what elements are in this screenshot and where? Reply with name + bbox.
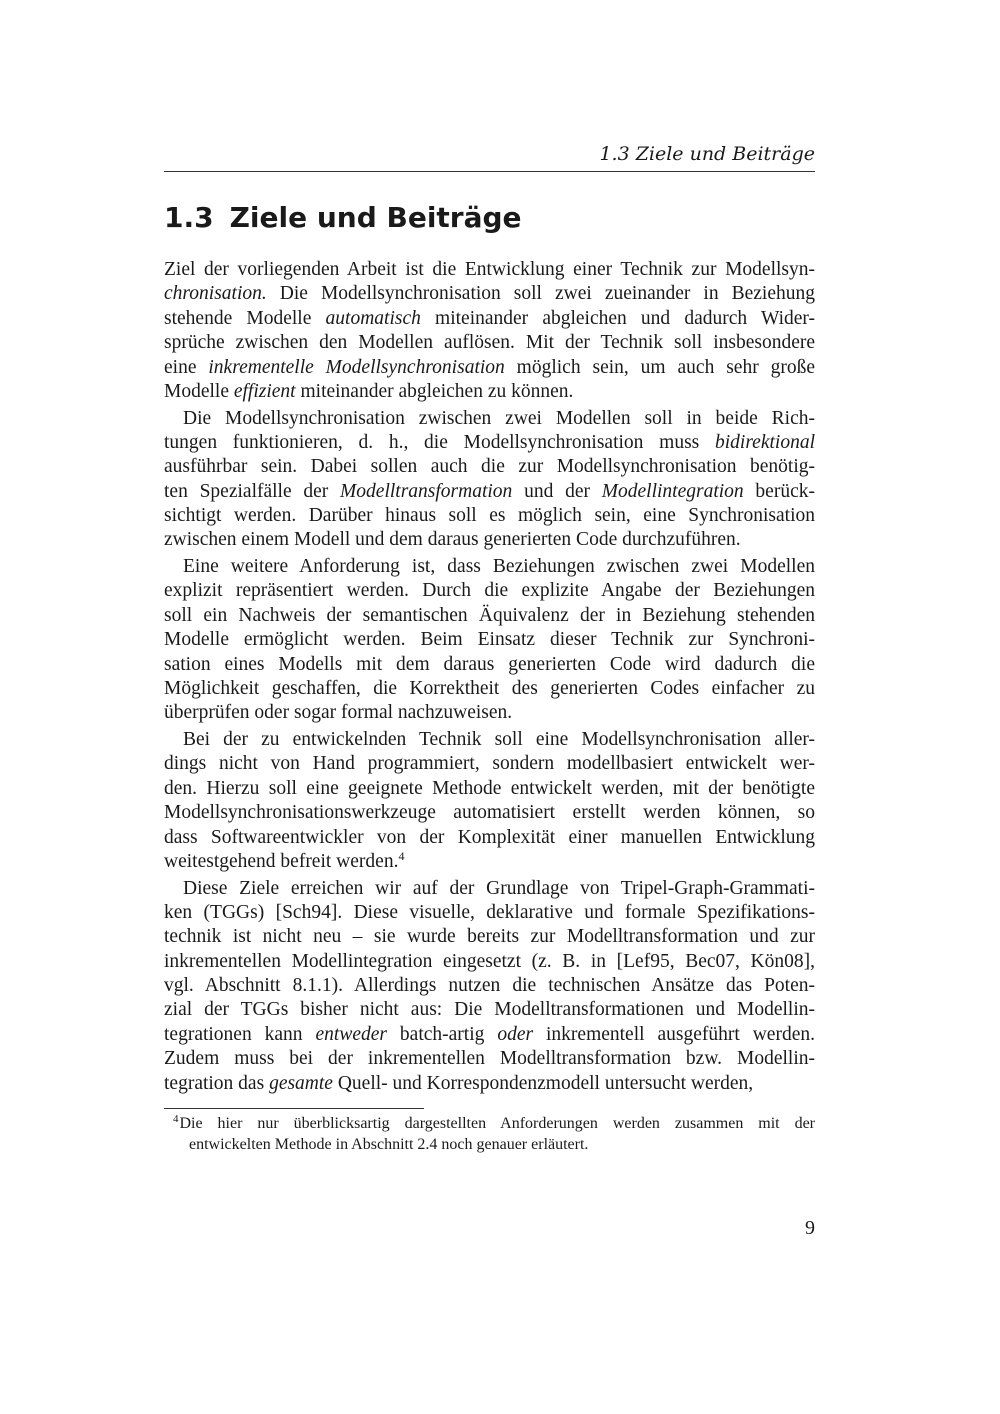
text-line: eine inkrementelle Modellsynchronisation möglich sein, um auch sehr große xyxy=(164,356,816,378)
footnote-line: entwickelten Methode in Abschnitt 2.4 noch genauer erläutert. xyxy=(189,1136,589,1153)
text-line: überprüfen oder sogar formal nachzuweisen. xyxy=(164,702,513,724)
running-header: 1.3 Ziele und Beiträge xyxy=(599,143,815,165)
text-line: stehende Modelle automatisch miteinander abgleichen und dadurch Wider- xyxy=(164,307,815,329)
text-line: explizit repräsentiert werden. Durch die explizite Angabe der Beziehungen xyxy=(164,580,815,602)
section-title xyxy=(164,196,815,240)
text-line: weitestgehend befreit werden.$^4$ xyxy=(164,848,405,872)
emphasis: Modelltransformation xyxy=(340,480,513,502)
text-line: sprüche zwischen den Modellen auflösen. Mit der Technik soll insbesondere xyxy=(164,332,815,354)
text-line: ten Spezialfälle der Modelltransformation und der Modellintegration berück- xyxy=(164,480,815,502)
text-line: ausführbar sein. Dabei sollen auch die zur Modellsynchronisation benötig- xyxy=(164,456,815,478)
text-line: sichtigt werden. Darüber hinaus soll es möglich sein, eine Synchronisation xyxy=(164,505,815,527)
emphasis: inkrementelle Modellsynchronisation xyxy=(208,356,505,378)
emphasis: chronisation. xyxy=(164,283,267,305)
text-line: Bei der zu entwickelnden Technik soll eine Modellsynchronisation aller- xyxy=(183,728,815,750)
text-line: tegration das gesamte Quell- und Korrespondenzmodell untersucht werden, xyxy=(164,1072,754,1094)
section-title-text: Ziele und Beiträge xyxy=(229,201,522,234)
text-line: dass Softwareentwickler von der Komplexität einer manuellen Entwicklung xyxy=(164,826,815,848)
footnote xyxy=(164,1113,815,1155)
text-line: Modellsynchronisationswerkzeuge automatisiert erstellt werden können, so xyxy=(164,802,815,824)
emphasis: automatisch xyxy=(325,307,421,329)
text-line: zwischen einem Modell und dem daraus generierten Code durchzuführen. xyxy=(164,529,741,551)
emphasis: gesamte xyxy=(269,1072,333,1094)
text-line: zial der TGGs bisher nicht aus: Die Modelltransformationen und Modellin- xyxy=(164,999,815,1021)
text-line: vgl. Abschnitt 8.1.1). Allerdings nutzen die technischen Ansätze das Poten- xyxy=(164,975,815,997)
text-line: soll ein Nachweis der semantischen Äquivalenz der in Beziehung stehenden xyxy=(164,604,815,626)
text-line: sation eines Modells mit dem daraus generierten Code wird dadurch die xyxy=(164,653,815,675)
text-line: den. Hierzu soll eine geeignete Methode entwickelt werden, mit der benötigte xyxy=(164,777,815,799)
text-line: Eine weitere Anforderung ist, dass Beziehungen zwischen zwei Modellen xyxy=(183,556,815,578)
text-line: inkrementellen Modellintegration eingesetzt (z. B. in [Lef95, Bec07, Kön08], xyxy=(164,950,815,972)
text-line: chronisation. Die Modellsynchronisation soll zwei zueinander in Beziehung xyxy=(164,283,815,305)
text-line: tungen funktionieren, d. h., die Modellsynchronisation muss bidirektional xyxy=(164,431,815,453)
emphasis: bidirektional xyxy=(714,431,815,453)
section-number: 1.3 xyxy=(164,201,214,234)
text-line: ken (TGGs) [Sch94]. Diese visuelle, deklarative und formale Spezifikations- xyxy=(164,901,815,923)
text-line: Modelle effizient miteinander abgleichen zu können. xyxy=(164,380,574,402)
emphasis: entweder xyxy=(315,1023,387,1045)
text-line: dings nicht von Hand programmiert, sondern modellbasiert entwickelt wer- xyxy=(164,753,815,775)
emphasis: oder xyxy=(497,1023,534,1045)
page-number: 9 xyxy=(805,1217,815,1239)
footnote-rule xyxy=(164,1108,424,1109)
emphasis: Modellintegration xyxy=(601,480,744,502)
text-line: Zudem muss bei der inkrementellen Modelltransformation bzw. Modellin- xyxy=(164,1048,815,1070)
footnote-mark: 4 xyxy=(173,1113,179,1125)
emphasis: effizient xyxy=(233,380,296,402)
footnote-reference[interactable]: 4 xyxy=(398,848,405,863)
text-line: tegrationen kann entweder batch-artig oder inkrementell ausgeführt werden. xyxy=(164,1023,815,1045)
text-line: Diese Ziele erreichen wir auf der Grundlage von Tripel-Graph-Grammati- xyxy=(183,877,815,899)
text-line: technik ist nicht neu – sie wurde bereits zur Modelltransformation und zur xyxy=(164,926,815,948)
header-rule xyxy=(164,171,815,172)
text-line: Modelle ermöglicht werden. Beim Einsatz dieser Technik zur Synchroni- xyxy=(164,629,815,651)
text-line: Möglichkeit geschaffen, die Korrektheit des generierten Codes einfacher zu xyxy=(164,678,815,700)
text-line: Ziel der vorliegenden Arbeit ist die Entwicklung einer Technik zur Modellsyn- xyxy=(164,259,815,280)
footnote-line: $^4$Die hier nur überblicksartig dargestellten Anforderungen werden zusammen mit der xyxy=(173,1113,815,1132)
body-text xyxy=(164,258,815,1096)
text-line: Die Modellsynchronisation zwischen zwei Modellen soll in beide Rich- xyxy=(183,407,815,429)
